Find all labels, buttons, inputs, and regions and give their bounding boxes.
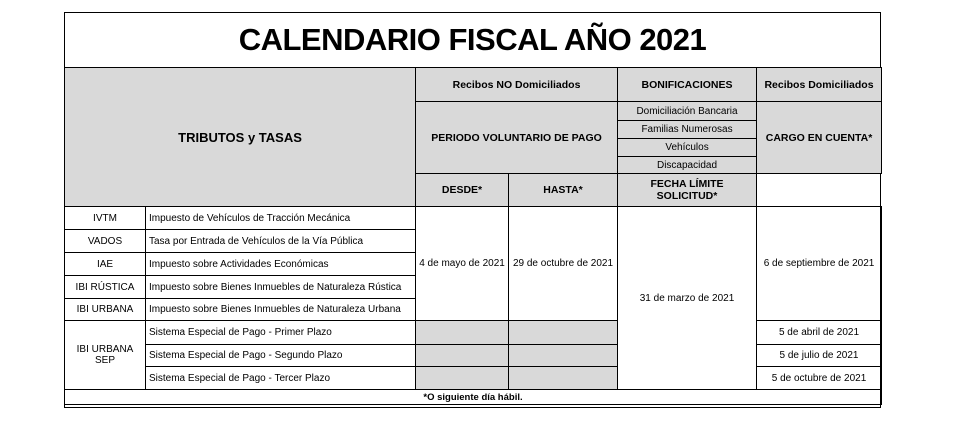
domiciliados-header: Recibos Domiciliados xyxy=(757,68,882,102)
tributo-code: IBI URBANA xyxy=(65,299,146,321)
bonificacion-item: Discapacidad xyxy=(618,157,757,174)
desde-value: 4 de mayo de 2021 xyxy=(416,207,509,321)
page-title: CALENDARIO FISCAL AÑO 2021 xyxy=(238,22,707,57)
sep-code: IBI URBANA SEP xyxy=(65,321,146,390)
shaded-cell xyxy=(416,345,509,367)
sep-plazo-cargo: 5 de julio de 2021 xyxy=(757,345,882,367)
sep-plazo-cargo: 5 de abril de 2021 xyxy=(757,321,882,345)
tributo-code: IVTM xyxy=(65,207,146,230)
sep-plazo-desc: Sistema Especial de Pago - Segundo Plazo xyxy=(146,345,416,367)
hasta-header: HASTA* xyxy=(509,174,618,207)
no-domiciliados-header: Recibos NO Domiciliados xyxy=(416,68,618,102)
bonificacion-item: Familias Numerosas xyxy=(618,121,757,139)
footnote: *O siguiente día hábil. xyxy=(65,390,882,405)
tributo-desc: Tasa por Entrada de Vehículos de la Vía Pública xyxy=(146,230,416,253)
sep-plazo-desc: Sistema Especial de Pago - Primer Plazo xyxy=(146,321,416,345)
tributo-desc: Impuesto sobre Bienes Inmuebles de Naturaleza Rústica xyxy=(146,276,416,299)
bonificacion-item: Vehículos xyxy=(618,139,757,157)
tributo-code: VADOS xyxy=(65,230,146,253)
tributo-code: IBI RÚSTICA xyxy=(65,276,146,299)
shaded-cell xyxy=(416,367,509,390)
hasta-value: 29 de octubre de 2021 xyxy=(509,207,618,321)
shaded-cell xyxy=(416,321,509,345)
fecha-limite-header: FECHA LÍMITE SOLICITUD* xyxy=(618,174,757,207)
tributo-desc: Impuesto sobre Bienes Inmuebles de Naturaleza Urbana xyxy=(146,299,416,321)
shaded-cell xyxy=(509,345,618,367)
shaded-cell xyxy=(509,321,618,345)
cargo-header: CARGO EN CUENTA* xyxy=(757,102,882,174)
sep-plazo-cargo: 5 de octubre de 2021 xyxy=(757,367,882,390)
periodo-header: PERIODO VOLUNTARIO DE PAGO xyxy=(416,102,618,174)
shaded-cell xyxy=(509,367,618,390)
bonificaciones-header: BONIFICACIONES xyxy=(618,68,757,102)
tributo-code: IAE xyxy=(65,253,146,276)
bonificacion-item: Domiciliación Bancaria xyxy=(618,102,757,121)
sep-plazo-desc: Sistema Especial de Pago - Tercer Plazo xyxy=(146,367,416,390)
cargo-value: 6 de septiembre de 2021 xyxy=(757,207,882,321)
fiscal-calendar-table xyxy=(64,67,882,405)
fecha-limite-value: 31 de marzo de 2021 xyxy=(618,207,757,390)
tributos-header: TRIBUTOS y TASAS xyxy=(65,68,416,207)
tributo-desc: Impuesto de Vehículos de Tracción Mecánica xyxy=(146,207,416,230)
desde-header: DESDE* xyxy=(416,174,509,207)
tributo-desc: Impuesto sobre Actividades Económicas xyxy=(146,253,416,276)
